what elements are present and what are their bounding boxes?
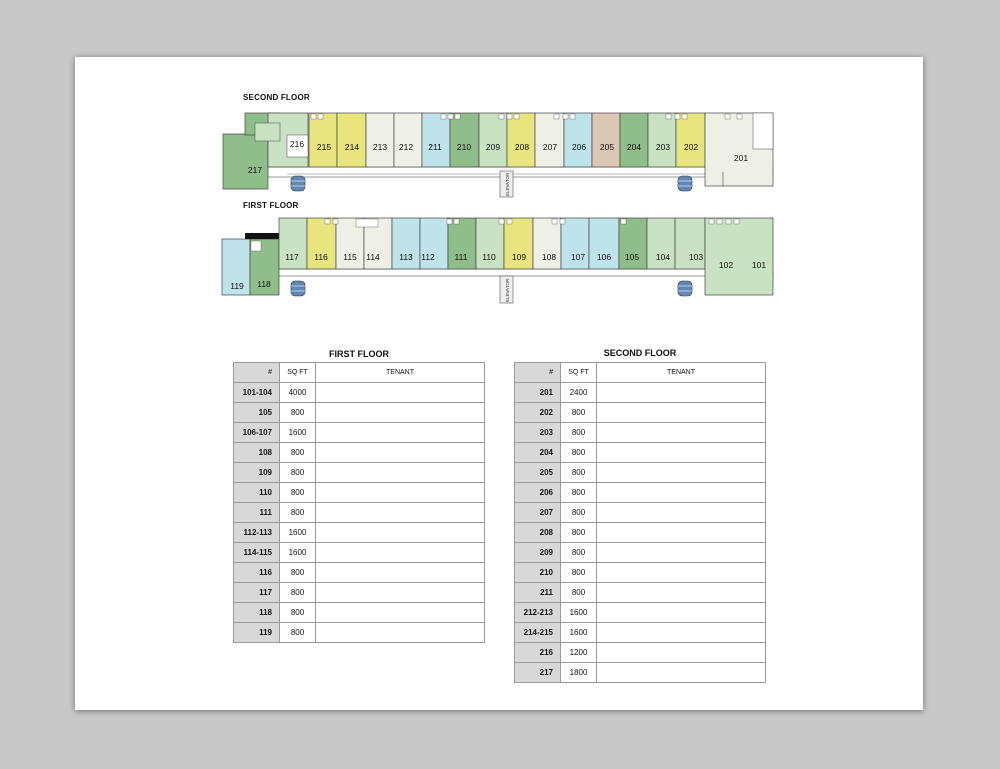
sqft-cell: 1600 [561,603,597,623]
tenant-cell[interactable] [597,523,766,543]
second-floor-table-title: SECOND FLOOR [603,348,677,358]
label-115: 115 [343,252,357,262]
unit-cell: 101-104 [234,383,280,403]
label-117: 117 [285,252,299,262]
label-119: 119 [230,281,244,291]
label-209: 209 [485,142,501,152]
table-row [234,623,485,643]
label-104: 104 [655,252,671,262]
tenant-cell[interactable] [316,523,485,543]
sqft-cell: 1600 [280,423,316,443]
room-205 [592,113,620,167]
label-206: 206 [571,142,587,152]
room-209 [479,113,507,167]
table-row [515,443,766,463]
table-row [234,583,485,603]
label-107: 107 [570,252,586,262]
sqft-cell: 800 [280,403,316,423]
table-row [515,663,766,683]
table-row [234,443,485,463]
tenant-cell[interactable] [597,583,766,603]
unit-cell: 211 [515,583,561,603]
unit-cell: 212-213 [515,603,561,623]
tenant-cell[interactable] [316,583,485,603]
room-203 [648,113,676,167]
first-floor-table-title: FIRST FLOOR [329,349,389,359]
table-row [234,403,485,423]
tenant-cell[interactable] [597,423,766,443]
table-row [515,603,766,623]
unit-cell: 207 [515,503,561,523]
sqft-cell: 1600 [561,623,597,643]
sqft-cell: 1600 [280,543,316,563]
tenant-cell[interactable] [316,463,485,483]
room-216-closet [255,123,280,141]
tenant-cell[interactable] [316,563,485,583]
second-floor-table-body [515,383,766,683]
label-213: 213 [372,142,388,152]
unit-cell: 110 [234,483,280,503]
label-216: 216 [289,139,305,149]
sqft-cell: 800 [561,483,597,503]
unit-header: # [234,363,280,383]
table-row [515,643,766,663]
table-row [515,403,766,423]
first-floor-table [233,362,485,643]
sqft-cell: 800 [561,543,597,563]
label-217: 217 [247,165,263,175]
room-207 [535,113,564,167]
sqft-cell: 800 [561,523,597,543]
label-201: 201 [733,153,749,163]
sqft-cell: 800 [561,583,597,603]
unit-cell: 105 [234,403,280,423]
tenant-cell[interactable] [597,483,766,503]
label-114: 114 [366,252,380,262]
unit-cell: 209 [515,543,561,563]
sqft-cell: 800 [280,483,316,503]
room-118-fixture [251,241,261,251]
room-215 [309,113,337,167]
black-wall [245,233,279,239]
first-floor-corridor [245,269,773,276]
unit-cell: 208 [515,523,561,543]
unit-cell: 201 [515,383,561,403]
sqft-header: SQ FT [280,363,316,383]
label-109: 109 [511,252,527,262]
sqft-cell: 800 [280,603,316,623]
room-217 [223,134,268,189]
elevator-label-lower: ELEVATOR [505,278,510,302]
tenant-cell[interactable] [597,663,766,683]
tenant-cell[interactable] [316,543,485,563]
table-row [234,503,485,523]
label-118: 118 [257,279,271,289]
label-116: 116 [314,252,328,262]
first-floor-table-body [234,383,485,643]
table-row [234,483,485,503]
label-108: 108 [541,252,557,262]
tenant-cell[interactable] [316,503,485,523]
room-201-restroom [753,113,773,149]
unit-cell: 117 [234,583,280,603]
table-row [234,423,485,443]
label-215: 215 [316,142,332,152]
tenant-cell[interactable] [597,543,766,563]
sqft-cell: 1200 [561,643,597,663]
room-204 [620,113,648,167]
sqft-cell: 4000 [280,383,316,403]
unit-cell: 112-113 [234,523,280,543]
unit-cell: 214-215 [515,623,561,643]
second-floor-table [514,362,766,683]
table-row [515,463,766,483]
unit-cell: 204 [515,443,561,463]
label-203: 203 [655,142,671,152]
label-210: 210 [456,142,472,152]
floor-plans [75,57,923,317]
label-112: 112 [421,252,435,262]
unit-cell: 108 [234,443,280,463]
table-row [515,623,766,643]
tenant-cell[interactable] [597,383,766,403]
unit-cell: 210 [515,563,561,583]
unit-cell: 114-115 [234,543,280,563]
table-row [515,383,766,403]
label-102: 102 [718,260,734,270]
tenant-cell[interactable] [597,563,766,583]
tenant-header: TENANT [316,363,485,383]
tenant-cell[interactable] [316,603,485,623]
table-row [515,523,766,543]
label-202: 202 [683,142,699,152]
sqft-cell: 1600 [280,523,316,543]
unit-cell: 216 [515,643,561,663]
room-102-101 [705,218,773,295]
room-202 [676,113,705,167]
tenant-cell[interactable] [316,403,485,423]
room-214 [337,113,366,167]
tenant-cell[interactable] [316,483,485,503]
label-207: 207 [542,142,558,152]
sqft-cell: 800 [561,463,597,483]
room-206 [564,113,592,167]
room-211 [422,113,450,167]
elevator-label-upper: ELEVATOR [505,172,510,196]
tenant-cell[interactable] [597,623,766,643]
label-208: 208 [514,142,530,152]
sqft-header: SQ FT [561,363,597,383]
unit-cell: 202 [515,403,561,423]
tenant-cell[interactable] [597,503,766,523]
room-212 [394,113,422,167]
table-row [234,463,485,483]
table-row [515,583,766,603]
room-213 [366,113,394,167]
table-row [234,383,485,403]
unit-cell: 217 [515,663,561,683]
sqft-cell: 800 [280,623,316,643]
tenant-cell[interactable] [597,443,766,463]
sqft-cell: 800 [280,503,316,523]
tenant-header: TENANT [597,363,766,383]
sqft-cell: 2400 [561,383,597,403]
sqft-cell: 800 [280,583,316,603]
table-header-row [515,363,766,383]
tenant-cell[interactable] [316,623,485,643]
unit-cell: 111 [234,503,280,523]
label-211: 211 [428,142,442,152]
label-204: 204 [626,142,642,152]
tenant-cell[interactable] [597,463,766,483]
table-row [515,483,766,503]
table-row [515,503,766,523]
label-105: 105 [624,252,640,262]
sqft-cell: 800 [561,403,597,423]
tenant-cell[interactable] [597,603,766,623]
sqft-cell: 1800 [561,663,597,683]
sqft-cell: 800 [561,423,597,443]
label-205: 205 [599,142,615,152]
unit-header: # [515,363,561,383]
tenant-cell[interactable] [316,383,485,403]
unit-cell: 203 [515,423,561,443]
table-row [515,423,766,443]
second-floor-stairs [291,176,692,191]
label-106: 106 [596,252,612,262]
table-row [234,543,485,563]
label-111: 111 [454,252,468,262]
document-page [75,57,923,710]
label-101: 101 [751,260,767,270]
table-row [234,603,485,623]
tenant-cell[interactable] [316,423,485,443]
room-210 [450,113,479,167]
unit-cell: 116 [234,563,280,583]
unit-cell: 118 [234,603,280,623]
unit-cell: 205 [515,463,561,483]
sqft-cell: 800 [561,443,597,463]
unit-cell: 109 [234,463,280,483]
sqft-cell: 800 [561,503,597,523]
second-floor-plan [223,113,773,197]
table-header-row [234,363,485,383]
label-110: 110 [482,252,496,262]
second-floor-plan-label: SECOND FLOOR [243,93,310,102]
tenant-cell[interactable] [597,403,766,423]
label-214: 214 [344,142,360,152]
table-row [234,563,485,583]
table-row [515,563,766,583]
unit-cell: 206 [515,483,561,503]
unit-cell: 106-107 [234,423,280,443]
tenant-cell[interactable] [597,643,766,663]
tenant-cell[interactable] [316,443,485,463]
first-floor-plan-label: FIRST FLOOR [243,201,299,210]
label-212: 212 [398,142,414,152]
sqft-cell: 800 [280,443,316,463]
label-113: 113 [399,252,413,262]
room-208 [507,113,535,167]
label-103: 103 [688,252,704,262]
table-row [234,523,485,543]
unit-cell: 119 [234,623,280,643]
table-row [515,543,766,563]
first-floor-stairs [291,281,692,296]
sqft-cell: 800 [561,563,597,583]
sqft-cell: 800 [280,563,316,583]
sqft-cell: 800 [280,463,316,483]
